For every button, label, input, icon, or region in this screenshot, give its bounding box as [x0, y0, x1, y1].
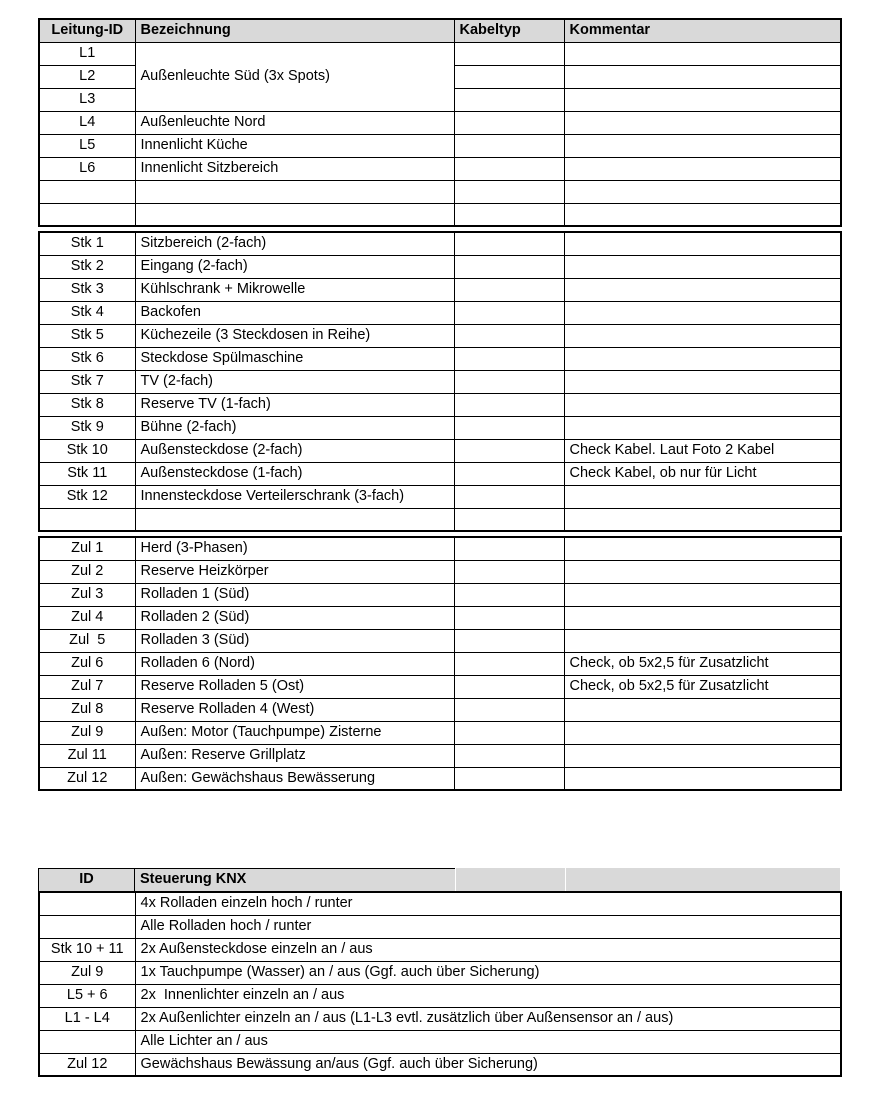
leitung-id-cell[interactable]: L2	[39, 65, 135, 88]
steuerung-knx-cell[interactable]: Alle Lichter an / aus	[135, 1030, 841, 1053]
leitung-id-cell[interactable]	[39, 203, 135, 226]
leitung-id-cell[interactable]: Stk 9	[39, 416, 135, 439]
bezeichnung-cell[interactable]: Außen: Reserve Grillplatz	[135, 744, 454, 767]
kabeltyp-cell[interactable]	[454, 462, 564, 485]
table-row	[39, 537, 841, 560]
kabeltyp-cell[interactable]	[454, 180, 564, 203]
bezeichnung-cell[interactable]: Innenlicht Küche	[135, 134, 454, 157]
table-row	[39, 324, 841, 347]
table-row	[39, 157, 841, 180]
bezeichnung-cell[interactable]: Außen: Motor (Tauchpumpe) Zisterne	[135, 721, 454, 744]
leitung-id-cell[interactable]: Stk 2	[39, 255, 135, 278]
bezeichnung-cell[interactable]: Außensteckdose (1-fach)	[135, 462, 454, 485]
bezeichnung-cell[interactable]: Kühlschrank + Mikrowelle	[135, 278, 454, 301]
leitung-id-cell[interactable]: Stk 8	[39, 393, 135, 416]
leitung-id-cell[interactable]: Stk 10	[39, 439, 135, 462]
kabeltyp-cell[interactable]	[454, 744, 564, 767]
table-row	[39, 629, 841, 652]
table-row	[39, 180, 841, 203]
kommentar-cell[interactable]	[564, 606, 841, 629]
kabeltyp-cell[interactable]	[454, 324, 564, 347]
bezeichnung-cell[interactable]: Rolladen 3 (Süd)	[135, 629, 454, 652]
kommentar-cell[interactable]: Check Kabel, ob nur für Licht	[564, 462, 841, 485]
table-row	[39, 698, 841, 721]
leitung-id-cell[interactable]: Zul 4	[39, 606, 135, 629]
bezeichnung-cell[interactable]: Eingang (2-fach)	[135, 255, 454, 278]
steuerung-knx-cell[interactable]: 4x Rolladen einzeln hoch / runter	[135, 892, 841, 915]
kabeltyp-cell[interactable]	[454, 652, 564, 675]
id-cell[interactable]: Stk 10 + 11	[39, 938, 135, 961]
kommentar-cell[interactable]	[564, 347, 841, 370]
leitung-id-cell[interactable]: Zul 3	[39, 583, 135, 606]
column-header-leitung-id[interactable]: Leitung-ID	[39, 19, 135, 42]
table-row	[39, 767, 841, 790]
kabeltyp-cell[interactable]	[454, 537, 564, 560]
kommentar-cell[interactable]	[564, 508, 841, 531]
kommentar-cell[interactable]	[564, 485, 841, 508]
table-row	[39, 462, 841, 485]
table-row	[39, 347, 841, 370]
leitung-id-cell[interactable]: Zul 11	[39, 744, 135, 767]
kabeltyp-cell[interactable]	[454, 606, 564, 629]
leitung-id-cell[interactable]: Stk 12	[39, 485, 135, 508]
bezeichnung-cell[interactable]: Außen: Gewächshaus Bewässerung	[135, 767, 454, 790]
column-header-steuerung-knx[interactable]: Steuerung KNX	[135, 868, 455, 891]
table-row	[39, 892, 841, 915]
bezeichnung-cell[interactable]	[135, 203, 454, 226]
wiring-table-lights-block	[38, 18, 842, 227]
id-cell[interactable]: L1 - L4	[39, 1007, 135, 1030]
kommentar-cell[interactable]	[564, 393, 841, 416]
kabeltyp-cell[interactable]	[454, 88, 564, 111]
table-row	[39, 416, 841, 439]
bezeichnung-cell[interactable]: Reserve Heizkörper	[135, 560, 454, 583]
leitung-id-cell[interactable]: L3	[39, 88, 135, 111]
bezeichnung-cell[interactable]: Rolladen 1 (Süd)	[135, 583, 454, 606]
leitung-id-cell[interactable]: Zul 9	[39, 721, 135, 744]
bezeichnung-cell[interactable]: Herd (3-Phasen)	[135, 537, 454, 560]
leitung-table	[38, 18, 842, 227]
leitung-id-cell[interactable]: Zul 1	[39, 537, 135, 560]
table-row	[39, 439, 841, 462]
table-row	[39, 1030, 841, 1053]
header-filler-cell-1	[455, 868, 565, 891]
kommentar-cell[interactable]	[564, 370, 841, 393]
kommentar-cell[interactable]: Check, ob 5x2,5 für Zusatzlicht	[564, 675, 841, 698]
wiring-table-feeds-block	[38, 536, 842, 791]
table-row	[39, 203, 841, 226]
kabeltyp-cell[interactable]	[454, 203, 564, 226]
table-row	[39, 1053, 841, 1076]
bezeichnung-cell[interactable]: Innensteckdose Verteilerschrank (3-fach)	[135, 485, 454, 508]
bezeichnung-cell[interactable]: Reserve Rolladen 5 (Ost)	[135, 675, 454, 698]
header-row	[39, 19, 841, 42]
kabeltyp-cell[interactable]	[454, 629, 564, 652]
kommentar-cell[interactable]	[564, 301, 841, 324]
bezeichnung-cell[interactable]	[135, 180, 454, 203]
zuleitungen-table	[38, 536, 842, 791]
id-cell[interactable]	[39, 1030, 135, 1053]
kommentar-cell[interactable]	[564, 65, 841, 88]
table-row	[39, 232, 841, 255]
kommentar-cell[interactable]	[564, 698, 841, 721]
kommentar-cell[interactable]	[564, 583, 841, 606]
kabeltyp-cell[interactable]	[454, 232, 564, 255]
header-filler-cell-2	[565, 868, 840, 891]
kabeltyp-cell[interactable]	[454, 255, 564, 278]
table-row	[39, 961, 841, 984]
kommentar-cell[interactable]	[564, 134, 841, 157]
table-row	[39, 278, 841, 301]
leitung-id-cell[interactable]: Zul 5	[39, 629, 135, 652]
kabeltyp-cell[interactable]	[454, 301, 564, 324]
leitung-id-cell[interactable]: Zul 2	[39, 560, 135, 583]
kabeltyp-cell[interactable]	[454, 347, 564, 370]
table-row	[39, 255, 841, 278]
bezeichnung-cell[interactable]: Sitzbereich (2-fach)	[135, 232, 454, 255]
table-row	[39, 915, 841, 938]
column-header-id[interactable]: ID	[38, 868, 135, 891]
kommentar-cell[interactable]	[564, 111, 841, 134]
kommentar-cell[interactable]	[564, 744, 841, 767]
kabeltyp-cell[interactable]	[454, 393, 564, 416]
kommentar-cell[interactable]	[564, 324, 841, 347]
table-row	[39, 560, 841, 583]
kommentar-cell[interactable]	[564, 629, 841, 652]
kabeltyp-cell[interactable]	[454, 111, 564, 134]
bezeichnung-cell[interactable]: Außenleuchte Süd (3x Spots)	[135, 42, 454, 111]
leitung-id-cell[interactable]: Zul 6	[39, 652, 135, 675]
table-row	[39, 675, 841, 698]
id-cell[interactable]: L5 + 6	[39, 984, 135, 1007]
bezeichnung-cell[interactable]: Steckdose Spülmaschine	[135, 347, 454, 370]
kommentar-cell[interactable]	[564, 42, 841, 65]
steuerung-knx-cell[interactable]: 2x Innenlichter einzeln an / aus	[135, 984, 841, 1007]
kommentar-cell[interactable]	[564, 88, 841, 111]
kabeltyp-cell[interactable]	[454, 721, 564, 744]
table-row	[39, 583, 841, 606]
bezeichnung-cell[interactable]	[135, 508, 454, 531]
bezeichnung-cell[interactable]: Küchezeile (3 Steckdosen in Reihe)	[135, 324, 454, 347]
table-row	[39, 111, 841, 134]
kabeltyp-cell[interactable]	[454, 278, 564, 301]
steuerung-knx-cell[interactable]: 2x Außensteckdose einzeln an / aus	[135, 938, 841, 961]
table-row	[39, 744, 841, 767]
table-row	[39, 485, 841, 508]
kabeltyp-cell[interactable]	[454, 42, 564, 65]
kabeltyp-cell[interactable]	[454, 508, 564, 531]
leitung-id-cell[interactable]: Zul 8	[39, 698, 135, 721]
table-header	[39, 19, 841, 42]
kommentar-cell[interactable]: Check, ob 5x2,5 für Zusatzlicht	[564, 652, 841, 675]
table-row	[39, 606, 841, 629]
steuerung-knx-cell[interactable]: 1x Tauchpumpe (Wasser) an / aus (Ggf. auch über Sicherung)	[135, 961, 841, 984]
kabeltyp-cell[interactable]	[454, 65, 564, 88]
kommentar-cell[interactable]	[564, 537, 841, 560]
bezeichnung-cell[interactable]: TV (2-fach)	[135, 370, 454, 393]
bezeichnung-cell[interactable]: Rolladen 2 (Süd)	[135, 606, 454, 629]
kommentar-cell[interactable]	[564, 203, 841, 226]
column-header-kabeltyp[interactable]: Kabeltyp	[454, 19, 564, 42]
column-header-bezeichnung[interactable]: Bezeichnung	[135, 19, 454, 42]
table-row	[39, 393, 841, 416]
knx-table-header	[38, 868, 840, 891]
leitung-id-cell[interactable]: Stk 5	[39, 324, 135, 347]
table-row	[39, 370, 841, 393]
kommentar-cell[interactable]	[564, 278, 841, 301]
bezeichnung-cell[interactable]: Innenlicht Sitzbereich	[135, 157, 454, 180]
leitung-id-cell[interactable]: Stk 11	[39, 462, 135, 485]
table-row	[39, 938, 841, 961]
table-row	[39, 721, 841, 744]
leitung-id-cell[interactable]: Stk 3	[39, 278, 135, 301]
id-cell[interactable]: Zul 12	[39, 1053, 135, 1076]
steuerung-knx-cell[interactable]: 2x Außenlichter einzeln an / aus (L1-L3 evtl. zusätzlich über Außensensor an / aus)	[135, 1007, 841, 1030]
id-cell[interactable]	[39, 892, 135, 915]
kommentar-cell[interactable]	[564, 232, 841, 255]
table-row	[39, 1007, 841, 1030]
table-row	[39, 42, 841, 65]
table-row	[39, 134, 841, 157]
steckdosen-table	[38, 231, 842, 532]
wiring-table-sockets-block	[38, 231, 842, 532]
id-cell[interactable]: Zul 9	[39, 961, 135, 984]
leitung-id-cell[interactable]: Zul 7	[39, 675, 135, 698]
leitung-id-cell[interactable]	[39, 180, 135, 203]
knx-table-block	[38, 891, 842, 1077]
column-header-kommentar[interactable]: Kommentar	[564, 19, 841, 42]
table-row	[39, 652, 841, 675]
leitung-id-cell[interactable]: Stk 7	[39, 370, 135, 393]
kommentar-cell[interactable]	[564, 767, 841, 790]
kommentar-cell[interactable]	[564, 416, 841, 439]
leitung-id-cell[interactable]: L1	[39, 42, 135, 65]
leitung-id-cell[interactable]: Zul 12	[39, 767, 135, 790]
kabeltyp-cell[interactable]	[454, 157, 564, 180]
kabeltyp-cell[interactable]	[454, 370, 564, 393]
leitung-id-cell[interactable]: L4	[39, 111, 135, 134]
kommentar-cell[interactable]	[564, 721, 841, 744]
kabeltyp-cell[interactable]	[454, 416, 564, 439]
leitung-id-cell[interactable]: Stk 1	[39, 232, 135, 255]
leitung-id-cell[interactable]: Stk 4	[39, 301, 135, 324]
bezeichnung-cell[interactable]: Reserve TV (1-fach)	[135, 393, 454, 416]
bezeichnung-cell[interactable]: Bühne (2-fach)	[135, 416, 454, 439]
kabeltyp-cell[interactable]	[454, 675, 564, 698]
steuerung-knx-cell[interactable]: Alle Rolladen hoch / runter	[135, 915, 841, 938]
bezeichnung-cell[interactable]: Reserve Rolladen 4 (West)	[135, 698, 454, 721]
kabeltyp-cell[interactable]	[454, 439, 564, 462]
kabeltyp-cell[interactable]	[454, 134, 564, 157]
leitung-id-cell[interactable]: Stk 6	[39, 347, 135, 370]
kabeltyp-cell[interactable]	[454, 698, 564, 721]
kabeltyp-cell[interactable]	[454, 583, 564, 606]
kommentar-cell[interactable]	[564, 255, 841, 278]
kommentar-cell[interactable]	[564, 560, 841, 583]
id-cell[interactable]	[39, 915, 135, 938]
table-row	[39, 984, 841, 1007]
leitung-id-cell[interactable]	[39, 508, 135, 531]
kabeltyp-cell[interactable]	[454, 767, 564, 790]
kabeltyp-cell[interactable]	[454, 485, 564, 508]
leitung-id-cell[interactable]: L6	[39, 157, 135, 180]
bezeichnung-cell[interactable]: Backofen	[135, 301, 454, 324]
kommentar-cell[interactable]	[564, 180, 841, 203]
kabeltyp-cell[interactable]	[454, 560, 564, 583]
bezeichnung-cell[interactable]: Rolladen 6 (Nord)	[135, 652, 454, 675]
steuerung-knx-cell[interactable]: Gewächshaus Bewässung an/aus (Ggf. auch über Sicherung)	[135, 1053, 841, 1076]
kommentar-cell[interactable]: Check Kabel. Laut Foto 2 Kabel	[564, 439, 841, 462]
table-row	[39, 301, 841, 324]
bezeichnung-cell[interactable]: Außensteckdose (2-fach)	[135, 439, 454, 462]
leitung-id-cell[interactable]: L5	[39, 134, 135, 157]
bezeichnung-cell[interactable]: Außenleuchte Nord	[135, 111, 454, 134]
knx-table	[38, 891, 842, 1077]
kommentar-cell[interactable]	[564, 157, 841, 180]
table-row	[39, 508, 841, 531]
